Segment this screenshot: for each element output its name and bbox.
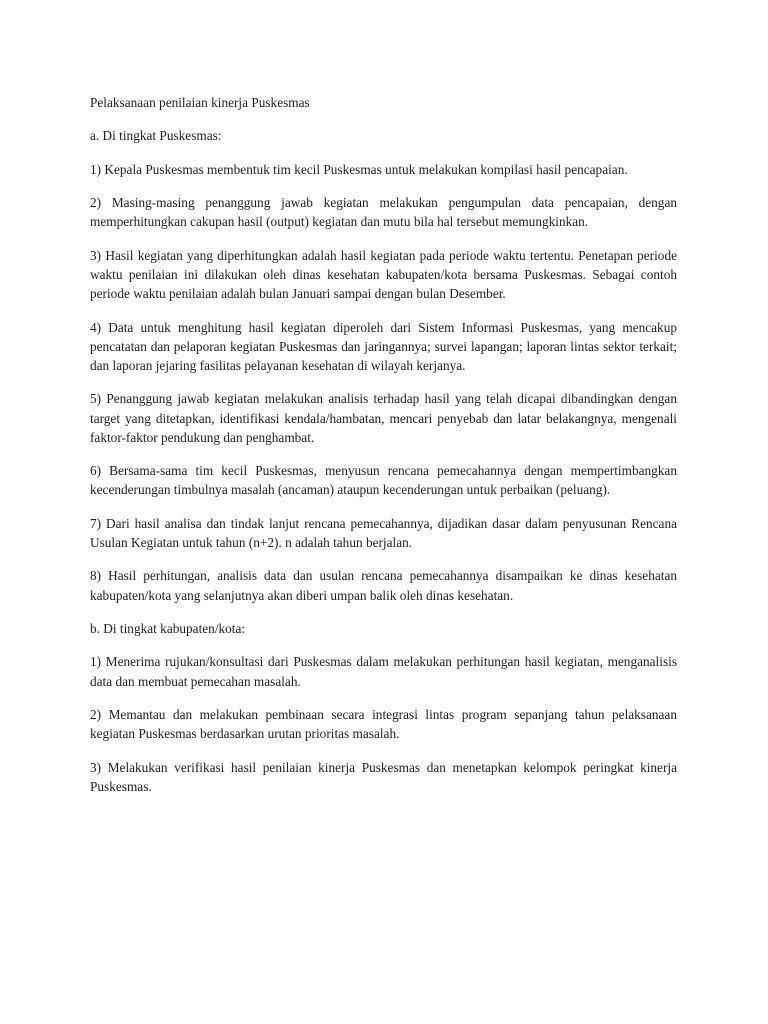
document-title: Pelaksanaan penilaian kinerja Puskesmas [90, 95, 310, 110]
section-a-item-7: 7) Dari hasil analisa dan tindak lanjut rencana pemecahannya, dijadikan dasar dalam penyusunan Rencana Usulan Kegiatan untuk tahun (n+2). n adalah tahun berjalan. [90, 515, 677, 550]
section-b-item-2: 2) Memantau dan melakukan pembinaan secara integrasi lintas program sepanjang tahun pelaksanaan kegiatan Puskesmas berdasarkan urutan prioritas masalah. [90, 706, 677, 742]
section-a-item-2: 2) Masing-masing penanggung jawab kegiatan melakukan pengumpulan data pencapaian, dengan memperhitungkan cakupan hasil (output) kegiatan dan mutu bila hal tersebut memungkinkan. [90, 195, 677, 230]
section-a-item-1: 1) Kepala Puskesmas membentuk tim kecil Puskesmas untuk melakukan kompilasi hasil pencapaian. [90, 161, 628, 177]
section-b-heading: b. Di tingkat kabupaten/kota: [90, 620, 246, 636]
section-a-item-8: 8) Hasil perhitungan, analisis data dan usulan rencana pemecahannya disampaikan ke dinas kesehatan kabupaten/kota yang selanjutnya akan diberi umpan balik oleh dinas kesehatan. [90, 568, 677, 603]
section-a-item-6: 6) Bersama-sama tim kecil Puskesmas, menyusun rencana pemecahannya dengan mempertimbangkan kecenderungan timbulnya masalah (ancaman) ataupun kecenderungan untuk perbaikan (peluang). [90, 463, 677, 498]
section-a-heading: a. Di tingkat Puskesmas: [90, 128, 222, 144]
document-page [90, 93, 677, 810]
section-b-item-1: 1) Menerima rujukan/konsultasi dari Puskesmas dalam melakukan perhitungan hasil kegiatan, menganalisis data dan membuat pemecahan masalah. [90, 654, 677, 689]
section-b-item-3: 3) Melakukan verifikasi hasil penilaian kinerja Puskesmas dan menetapkan kelompok peringkat kinerja Puskesmas. [90, 759, 677, 794]
section-a-item-3: 3) Hasil kegiatan yang diperhitungkan adalah hasil kegiatan pada periode waktu tertentu. Penetapan periode waktu penilaian ini dilakukan oleh dinas kesehatan kabupaten/kota bersama Puskesmas. Sebagai contoh periode waktu penilaian adalah bulan Januari sampai dengan bulan Desember. [90, 247, 677, 302]
section-a-item-4: 4) Data untuk menghitung hasil kegiatan diperoleh dari Sistem Informasi Puskesmas, yang mencakup pencatatan dan pelaporan kegiatan Puskesmas dan jaringannya; survei lapangan; laporan lintas sektor terkait; dan laporan jejaring fasilitas pelayanan kesehatan di wilayah kerjanya. [90, 319, 677, 373]
section-a-item-5: 5) Penanggung jawab kegiatan melakukan analisis terhadap hasil yang telah dicapai dibandingkan dengan target yang ditetapkan, identifikasi kendala/hambatan, mencari penyebab dan latar belakangnya, mengenali faktor-faktor pendukung dan penghambat. [90, 391, 677, 445]
